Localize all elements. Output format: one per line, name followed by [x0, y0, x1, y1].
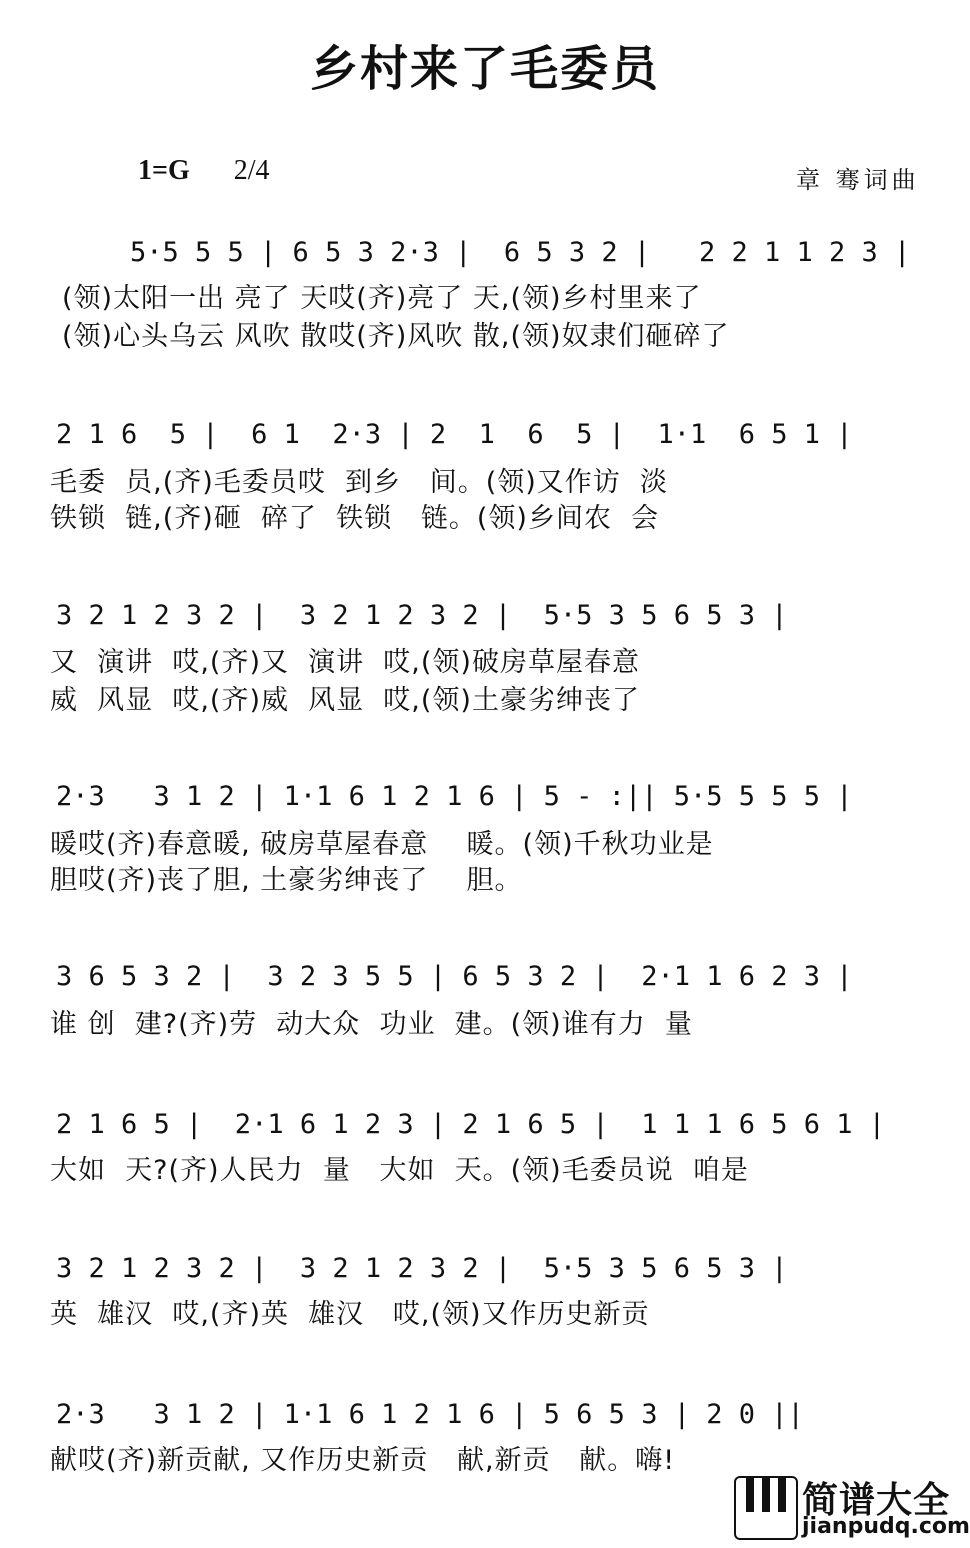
notation-line-2: 2 1 6 5 | 6 1 2·3 | 2 1 6 5 | 1·1 6 5 1 |: [56, 419, 853, 450]
lyrics-8: 献哎(齐)新贡献, 又作历史新贡 献,新贡 献。嗨!: [50, 1445, 676, 1476]
lyrics-3-verse-1: 又 演讲 哎,(齐)又 演讲 哎,(领)破房草屋春意: [50, 647, 640, 678]
notation-line-6: 2 1 6 5 | 2·1 6 1 2 3 | 2 1 6 5 | 1 1 1 6 5 6 1 |: [56, 1109, 886, 1140]
logo-url: jianpudq.com: [802, 1514, 970, 1539]
time-signature: 2/4: [233, 155, 270, 186]
composer-credit: 章 骞词曲: [796, 166, 920, 194]
notation-line-7: 3 2 1 2 3 2 | 3 2 1 2 3 2 | 5·5 3 5 6 5 3 |: [56, 1253, 788, 1284]
lyrics-4-verse-2: 胆哎(齐)丧了胆, 土豪劣绅丧了 胆。: [50, 865, 523, 896]
lyrics-3-verse-2: 威 风显 哎,(齐)威 风显 哎,(领)土豪劣绅丧了: [50, 685, 640, 716]
song-title: 乡村来了毛委员: [309, 41, 660, 97]
lyrics-2-verse-1: 毛委 员,(齐)毛委员哎 到乡 间。(领)又作访 淡: [50, 467, 668, 498]
lyrics-2-verse-2: 铁锁 链,(齐)砸 碎了 铁锁 链。(领)乡间农 会: [50, 503, 660, 534]
piano-keys-icon: [734, 1476, 798, 1540]
lyrics-1-verse-2: (领)心头乌云 风吹 散哎(齐)风吹 散,(领)奴隶们砸碎了: [62, 321, 730, 352]
lyrics-4-verse-1: 暖哎(齐)春意暖, 破房草屋春意 暖。(领)千秋功业是: [50, 829, 714, 860]
notation-line-8: 2·3 3 1 2 | 1·1 6 1 2 1 6 | 5 6 5 3 | 2 0 ||: [56, 1399, 804, 1430]
notation-line-3: 3 2 1 2 3 2 | 3 2 1 2 3 2 | 5·5 3 5 6 5 3 |: [56, 600, 788, 631]
lyrics-5: 谁 创 建?(齐)劳 动大众 功业 建。(领)谁有力 量: [50, 1009, 693, 1040]
site-logo: [734, 1472, 970, 1542]
notation-line-5: 3 6 5 3 2 | 3 2 3 5 5 | 6 5 3 2 | 2·1 1 6 2 3 |: [56, 961, 853, 992]
key-signature: 1=G: [138, 155, 190, 186]
logo-name: 简谱大全: [802, 1480, 951, 1521]
notation-line-1: 5·5 5 5 | 6 5 3 2·3 | 6 5 3 2 | 2 2 1 1 2 3 |: [130, 237, 911, 268]
lyrics-1-verse-1: (领)太阳一出 亮了 天哎(齐)亮了 天,(领)乡村里来了: [62, 283, 702, 314]
key-and-time: [138, 155, 270, 187]
lyrics-7: 英 雄汉 哎,(齐)英 雄汉 哎,(领)又作历史新贡: [50, 1299, 650, 1330]
notation-line-4: 2·3 3 1 2 | 1·1 6 1 2 1 6 | 5 - :|| 5·5 5 5 5 |: [56, 781, 853, 812]
lyrics-6: 大如 天?(齐)人民力 量 大如 天。(领)毛委员说 咱是: [50, 1155, 749, 1186]
